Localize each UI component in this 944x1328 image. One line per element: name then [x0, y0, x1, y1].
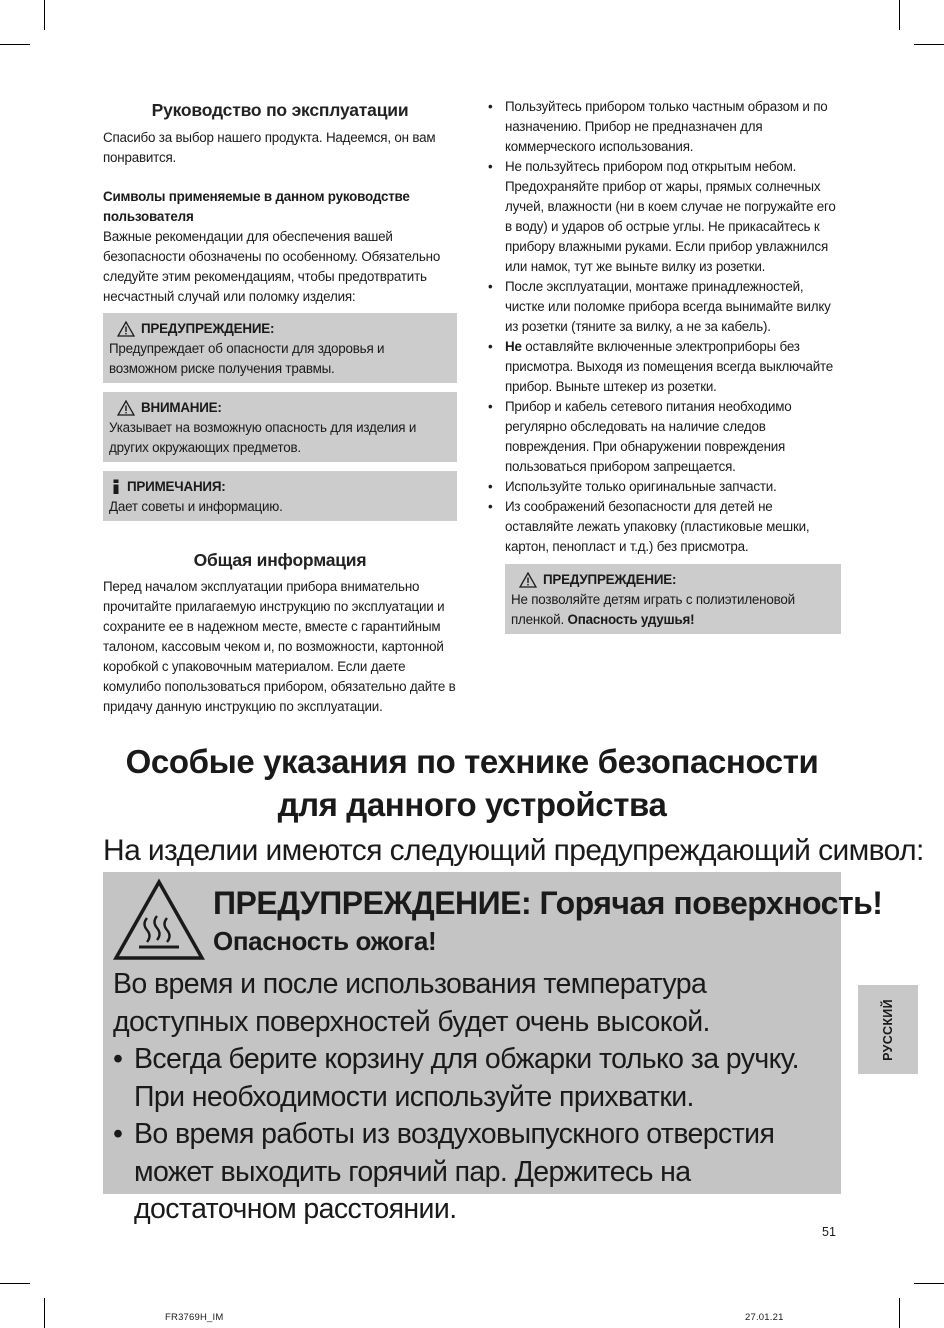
warning-triangle-icon — [519, 572, 537, 588]
info-icon — [111, 479, 121, 495]
crop-mark — [44, 0, 45, 30]
manual-heading: Руководство по эксплуатации — [151, 100, 409, 120]
general-heading: Общая информация — [193, 550, 367, 570]
crop-mark — [899, 0, 900, 30]
language-tab — [858, 985, 918, 1074]
safety-title-line1: Особые указания по технике безопасности — [125, 743, 819, 780]
hot-surface-body — [113, 966, 841, 1229]
safety-list — [488, 97, 842, 557]
list-item: • Используйте только оригинальные запчасти. — [488, 477, 842, 497]
crop-mark — [0, 1283, 30, 1284]
list-item: • После эксплуатации, монтаже принадлежностей, чистке или поломке прибора всегда вынимайте вилку из розетки (тяните за вилку, а не за кабель). — [488, 277, 842, 337]
list-item: • Всегда берите корзину для обжарки только за ручку. При необходимости используйте прихватки. — [113, 1041, 841, 1116]
safety-title — [0, 740, 944, 826]
children-warning-text — [511, 590, 835, 630]
note-text: Дает советы и информацию. — [109, 499, 283, 514]
footer-date: 27.01.21 — [745, 1312, 784, 1323]
crop-mark — [0, 44, 30, 45]
list-item: • Во время работы из воздуховыпускного отверстия может выходить горячий пар. Держитесь на достаточном расстоянии. — [113, 1116, 841, 1229]
list-item — [488, 337, 842, 397]
caution-label-row — [109, 398, 451, 418]
children-warning-box — [505, 564, 841, 634]
warning-triangle-icon — [117, 321, 135, 337]
warning-triangle-icon — [117, 400, 135, 416]
left-column — [103, 97, 457, 717]
general-text: Перед началом эксплуатации прибора внимательно прочитайте прилагаемую инструкцию по эксплуатации и сохраните ее в надежном месте, вместе с гарантийным талоном, кассовым чеком и, по возможности, картонной коробкой с упаковочным материалом. Если даете комулибо попользоваться прибором, обязательно дайте в придачу данную инструкцию по эксплуатации. — [103, 579, 456, 714]
right-column — [488, 97, 842, 634]
list-item-text: оставляйте включенные электроприборы без присмотра. Выходя из помещения всегда выключайте прибор. Выньте штекер из розетки. — [505, 339, 834, 394]
list-item: • Пользуйтесь прибором только частным образом и по назначению. Прибор не предназначен для коммерческого использования. — [488, 97, 842, 157]
note-label: ПРИМЕЧАНИЯ: — [127, 479, 226, 494]
safety-title-line2: для данного устройства — [277, 786, 667, 823]
hot-surface-icon — [111, 878, 207, 962]
warning-box — [103, 313, 457, 383]
symbols-heading: Символы применяемые в данном руководстве пользователя — [103, 189, 410, 224]
note-box — [103, 471, 457, 521]
children-warning-label: ПРЕДУПРЕЖДЕНИЕ: — [543, 572, 677, 587]
crop-mark — [914, 44, 944, 45]
burn-danger-subtitle: Опасность ожога! — [213, 926, 437, 956]
caution-box — [103, 392, 457, 462]
children-warning-label-row — [511, 570, 835, 590]
caution-text: Указывает на возможную опасность для изделия и других окружающих предметов. — [109, 420, 417, 455]
hot-surface-warning-box — [103, 872, 883, 1225]
list-item: • Из соображений безопасности для детей не оставляйте лежать упаковку (пластиковые мешки, картон, пенопласт и т.д.) без присмотра. — [488, 497, 842, 557]
hot-surface-title: ПРЕДУПРЕЖДЕНИЕ: Горячая поверхность! — [213, 885, 883, 921]
children-warning-body: Не позволяйте детям играть с полиэтиленовой пленкой. — [511, 592, 795, 627]
footer-code: FR3769H_IM — [165, 1312, 224, 1323]
page-number: 51 — [822, 1225, 836, 1239]
suffocation-danger: Опасность удушья! — [567, 612, 695, 627]
hot-surface-list — [113, 1041, 841, 1229]
caution-label: ВНИМАНИЕ: — [141, 400, 222, 415]
symbols-text: Важные рекомендации для обеспечения вашей безопасности обозначены по особенному. Обязательно следуйте этим рекомендациям, чтобы предотвратить несчастный случай или поломку изделия: — [103, 229, 441, 304]
crop-mark — [914, 1283, 944, 1284]
crop-mark — [899, 1298, 900, 1328]
list-item: • Не пользуйтесь прибором под открытым небом. Предохраняйте прибор от жары, прямых солнечных лучей, влажности (ни в коем случае не погружайте его в воду) и ударов об острые углы. Не прикасайтесь к прибору влажными руками. Если прибор увлажнился или намок, тут же выньте вилку из розетки. — [488, 157, 842, 277]
language-tab-label: РУССКИЙ — [881, 998, 896, 1061]
warning-label-row — [109, 319, 451, 339]
list-item-bold: Не — [505, 339, 522, 354]
list-item: • Прибор и кабель сетевого питания необходимо регулярно обследовать на наличие следов повреждения. При обнаружении повреждения пользоваться прибором запрещается. — [488, 397, 842, 477]
crop-mark — [44, 1298, 45, 1328]
warning-text: Предупреждает об опасности для здоровья и возможном риске получения травмы. — [109, 341, 385, 376]
warning-label: ПРЕДУПРЕЖДЕНИЕ: — [141, 321, 275, 336]
hot-surface-text: Во время и после использования температура доступных поверхностей будет очень высокой. — [113, 968, 710, 1038]
thanks-text: Спасибо за выбор нашего продукта. Надеемся, он вам понравится. — [103, 130, 436, 165]
note-label-row — [109, 477, 451, 497]
symbol-intro: На изделии имеются следующий предупреждающий символ: — [103, 834, 924, 867]
